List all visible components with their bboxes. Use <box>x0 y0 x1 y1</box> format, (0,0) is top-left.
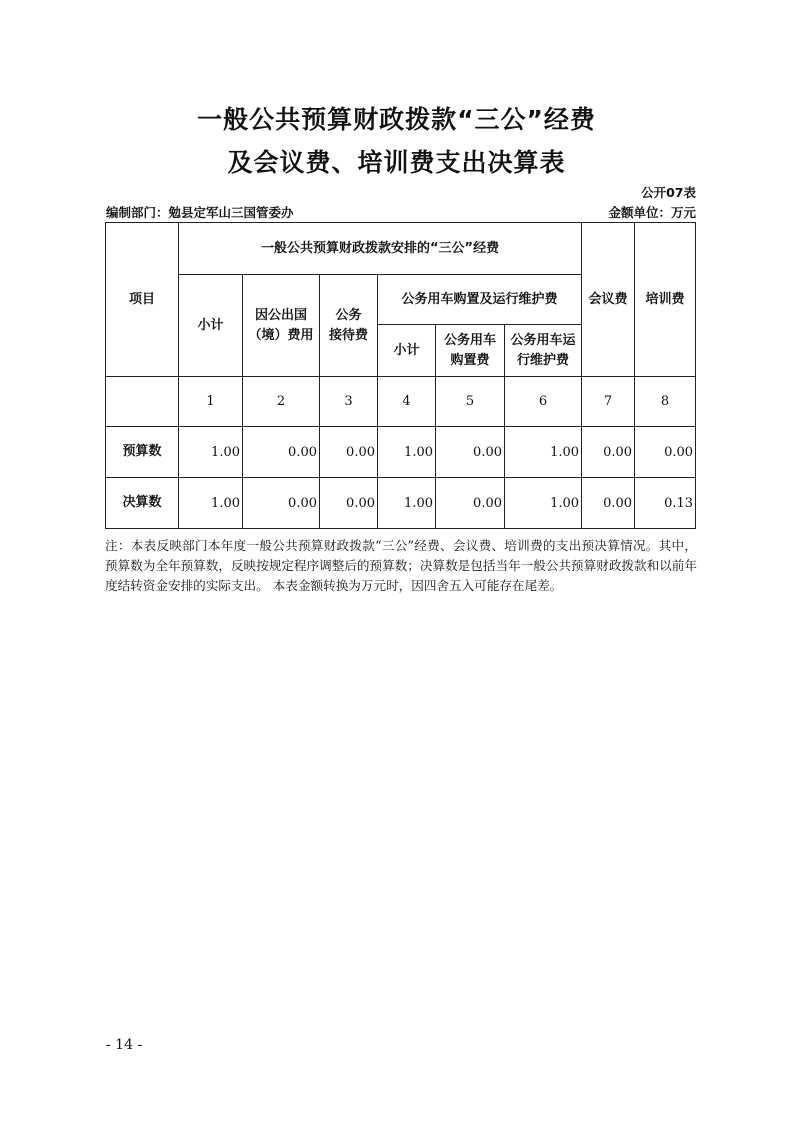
department-label: 编制部门：勉县定军山三国管委办 <box>106 205 294 220</box>
column-number: 8 <box>635 377 696 427</box>
table-cell: 0.00 <box>320 478 378 529</box>
table-cell: 1.00 <box>378 478 436 529</box>
page-title-line1: 一般公共预算财政拨款“三公”经费 <box>197 105 596 134</box>
column-number-row <box>106 377 696 427</box>
header-overseas-line2: （境）费用 <box>248 327 314 343</box>
column-number: 5 <box>436 377 505 427</box>
expenditure-table <box>105 222 696 529</box>
column-number: 4 <box>378 377 436 427</box>
header-vehicle-maint-line1: 公务用车运 <box>510 332 576 348</box>
column-number: 2 <box>243 377 320 427</box>
table-cell: 1.00 <box>378 427 436 478</box>
header-vehicle-group: 公务用车购置及运行维护费 <box>378 275 582 325</box>
row-label-budget: 预算数 <box>106 427 179 478</box>
form-code: 公开07表 <box>641 185 696 200</box>
table-cell: 0.00 <box>243 478 320 529</box>
header-vehicle-purchase-line2: 购置费 <box>450 352 490 368</box>
column-number-blank <box>106 377 179 427</box>
column-number: 7 <box>582 377 635 427</box>
column-number: 1 <box>179 377 243 427</box>
header-training: 培训费 <box>635 223 696 377</box>
header-overseas-line1: 因公出国 <box>254 307 307 323</box>
table-note: 注：本表反映部门本年度一般公共预算财政拨款“三公”经费、会议费、培训费的支出预决算情况。其中，预算数为全年预算数，反映按规定程序调整后的预算数；决算数是包括当年一般公共预算财政拨款和以前年度结转资金安排的实际支出。 本表金额转换为万元时，因四舍五入可能存在尾差。 <box>105 538 697 593</box>
column-number: 6 <box>505 377 582 427</box>
column-number: 3 <box>320 377 378 427</box>
table-cell: 1.00 <box>179 427 243 478</box>
header-vehicle-maintenance <box>505 325 582 377</box>
table-cell: 0.13 <box>635 478 696 529</box>
table-cell: 0.00 <box>582 478 635 529</box>
table-cell: 1.00 <box>505 427 582 478</box>
header-vehicle-subtotal: 小计 <box>378 325 436 377</box>
page-title-line2: 及会议费、培训费支出决算表 <box>227 148 566 177</box>
header-subtotal: 小计 <box>179 275 243 377</box>
row-label-final: 决算数 <box>106 478 179 529</box>
page-number: - 14 - <box>106 1037 143 1053</box>
table-cell: 1.00 <box>505 478 582 529</box>
table-cell: 0.00 <box>243 427 320 478</box>
table-cell: 1.00 <box>179 478 243 529</box>
header-vehicle-maint-line2: 行维护费 <box>517 352 570 368</box>
header-reception-line1: 公务 <box>335 307 362 323</box>
header-vehicle-purchase-line1: 公务用车 <box>443 332 496 348</box>
table-cell: 0.00 <box>635 427 696 478</box>
table-cell: 0.00 <box>436 478 505 529</box>
table-cell: 0.00 <box>320 427 378 478</box>
header-reception <box>320 275 378 377</box>
header-reception-line2: 接待费 <box>328 327 368 343</box>
header-overseas <box>243 275 320 377</box>
unit-label: 金额单位：万元 <box>608 205 696 220</box>
header-meeting: 会议费 <box>582 223 635 377</box>
table-row-final <box>106 478 696 529</box>
header-vehicle-purchase <box>436 325 505 377</box>
table-cell: 0.00 <box>436 427 505 478</box>
header-item: 项目 <box>106 223 179 377</box>
header-group-title: 一般公共预算财政拨款安排的“三公”经费 <box>179 223 582 275</box>
table-row-budget <box>106 427 696 478</box>
table-cell: 0.00 <box>582 427 635 478</box>
